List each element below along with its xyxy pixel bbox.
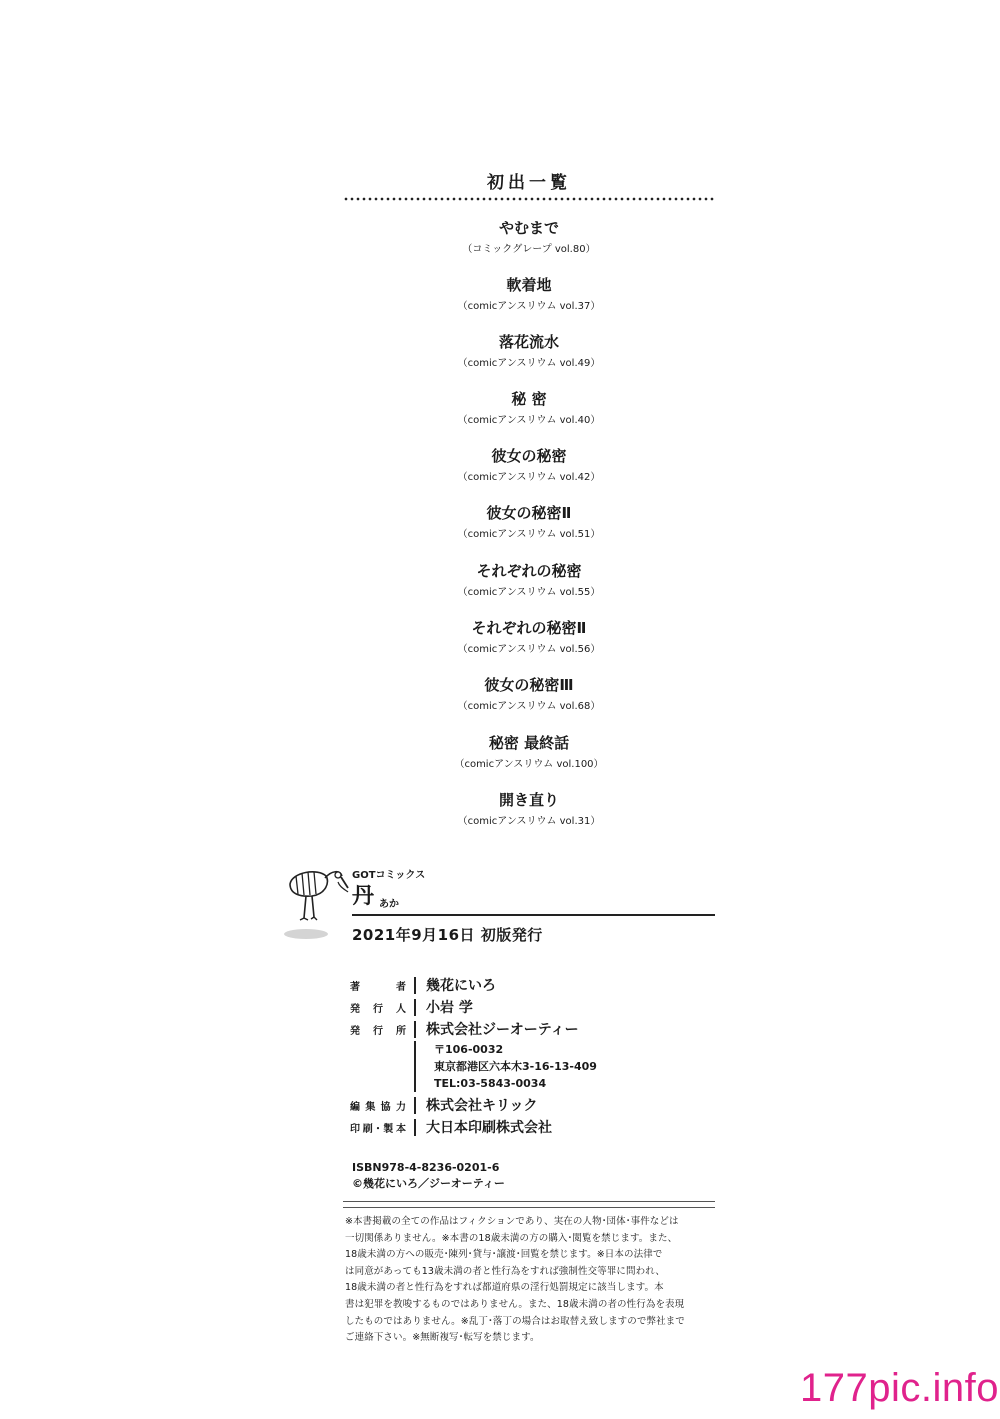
credit-label: 発行所 <box>350 1026 406 1037</box>
work-source: （comicアンスリウム vol.31） <box>457 816 601 827</box>
work-source: （comicアンスリウム vol.42） <box>457 472 601 483</box>
work-title: 彼女の秘密 <box>491 447 567 465</box>
work-item <box>343 561 715 600</box>
title-rule <box>352 914 715 916</box>
isbn: ISBN978-4-8236-0201-6 <box>352 1161 500 1174</box>
credit-divider <box>414 1021 416 1038</box>
notice-line: 18歳未満の者と性行為をすれば都道府県の淫行処罰規定に該当します。本 <box>345 1282 664 1294</box>
credit-label: 発行人 <box>350 1004 406 1015</box>
book-title-reading: あか <box>379 899 399 910</box>
credit-divider <box>414 977 416 994</box>
credit-row-publisher <box>350 1019 715 1041</box>
credit-row-editing <box>350 1095 715 1117</box>
credit-divider <box>414 1119 416 1136</box>
work-title: 彼女の秘密Ⅲ <box>484 676 574 694</box>
work-title: 秘 密 <box>511 390 547 408</box>
copyright: ©幾花にいろ／ジーオーティー <box>352 1177 505 1190</box>
work-source: （comicアンスリウム vol.49） <box>457 358 601 369</box>
work-item <box>343 389 715 428</box>
work-source: （comicアンスリウム vol.40） <box>457 415 601 426</box>
work-title: 落花流水 <box>498 333 559 351</box>
work-source: （comicアンスリウム vol.37） <box>457 301 601 312</box>
credit-value: 大日本印刷株式会社 <box>426 1120 552 1136</box>
notice-line: ご連絡下さい。※無断複写･転写を禁じます。 <box>345 1332 540 1344</box>
work-source: （コミックグレープ vol.80） <box>462 244 596 255</box>
book-title: 丹 <box>352 884 375 909</box>
credit-divider <box>414 1041 416 1092</box>
work-source: （comicアンスリウム vol.55） <box>457 587 601 598</box>
work-source: （comicアンスリウム vol.51） <box>457 529 601 540</box>
bird-illustration-icon <box>282 862 354 942</box>
work-item <box>343 275 715 314</box>
telephone: TEL:03-5843-0034 <box>434 1077 547 1090</box>
credit-value: 幾花にいろ <box>426 978 496 994</box>
work-source: （comicアンスリウム vol.68） <box>457 701 601 712</box>
work-title: それぞれの秘密 <box>476 562 582 580</box>
credit-row-printing <box>350 1117 715 1139</box>
credits-block <box>350 975 715 1139</box>
credit-divider <box>414 1097 416 1114</box>
credit-row-publisher-person <box>350 997 715 1019</box>
notice-rule-bottom <box>343 1207 715 1208</box>
credit-value: 小岩 学 <box>426 1000 473 1016</box>
work-source: （comicアンスリウム vol.56） <box>457 644 601 655</box>
notice-line: したものではありません。※乱丁･落丁の場合はお取替え致しますので弊社まで <box>345 1315 685 1327</box>
credit-value: 株式会社キリック <box>426 1098 538 1114</box>
credit-divider <box>414 999 416 1016</box>
postal-code: 〒106-0032 <box>434 1043 504 1056</box>
notice-line: は同意があっても13歳未満の者と性行為をすれば強制性交等罪に問われ、 <box>345 1265 665 1277</box>
credit-row-author <box>350 975 715 997</box>
work-item <box>343 733 715 772</box>
notice-line: ※本書掲載の全ての作品はフィクションであり、実在の人物･団体･事件などは <box>345 1216 679 1227</box>
work-source: （comicアンスリウム vol.100） <box>454 759 604 770</box>
series-label: GOTコミックス <box>352 870 426 881</box>
isbn-block <box>352 1160 505 1192</box>
publisher-address <box>350 1041 715 1092</box>
work-item <box>343 675 715 714</box>
notice-rule-top <box>343 1201 715 1202</box>
first-appearance-heading: 初出一覧 <box>487 173 571 193</box>
street-address: 東京都港区六本木3-16-13-409 <box>434 1060 597 1073</box>
legal-notice <box>345 1214 715 1347</box>
publication-date: 2021年9月16日 初版発行 <box>352 926 543 944</box>
work-item <box>343 503 715 542</box>
work-title: 軟着地 <box>506 276 552 294</box>
work-item <box>343 332 715 371</box>
notice-line: 書は犯罪を教唆するものではありません。また、18歳未満の者の性行為を表現 <box>345 1298 685 1310</box>
work-title: それぞれの秘密Ⅱ <box>471 619 587 637</box>
work-item <box>343 446 715 485</box>
work-item <box>343 618 715 657</box>
work-title: 開き直り <box>498 791 559 809</box>
dotted-divider <box>343 197 715 201</box>
credit-label: 印刷･製本 <box>350 1124 406 1135</box>
work-title: 秘密 最終話 <box>488 734 570 752</box>
work-title: やむまで <box>498 219 559 237</box>
work-item <box>343 790 715 829</box>
notice-line: 18歳未満の方への販売･陳列･貸与･譲渡･回覧を禁じます。※日本の法律で <box>345 1249 663 1261</box>
notice-line: 一切関係ありません。※本書の18歳未満の方の購入･閲覧を禁じます。また、 <box>345 1232 678 1244</box>
work-item <box>343 218 715 257</box>
work-title: 彼女の秘密Ⅱ <box>486 504 572 522</box>
site-watermark: 177pic.info <box>800 1366 999 1410</box>
credit-value: 株式会社ジーオーティー <box>426 1022 579 1038</box>
credit-label: 編集協力 <box>350 1102 406 1113</box>
credit-label: 著 者 <box>350 982 406 993</box>
